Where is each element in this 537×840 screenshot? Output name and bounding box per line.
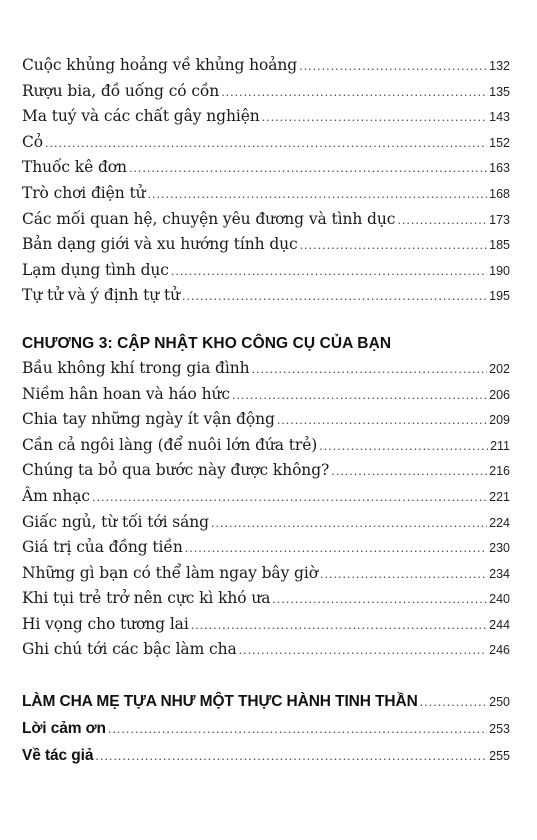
toc-entry-title: Ma tuý và các chất gây nghiện [22,107,260,126]
toc-entry-title: Về tác giả [22,747,94,765]
chapter-3-heading: CHƯƠNG 3: CẬP NHẬT KHO CÔNG CỤ CỦA BẠN [22,334,392,352]
toc-entry [22,513,510,539]
toc-entry [22,615,510,641]
toc-entry-title: Tự tử và ý định tự tử [22,286,181,305]
toc-entry-page: 244 [489,617,510,632]
toc-entry-page: 135 [489,84,510,99]
toc-entry-page: 240 [489,592,510,607]
toc-entry [22,436,510,462]
toc-entry [22,487,510,513]
toc-entry-page: 216 [489,464,510,479]
toc-entry-title: Bản dạng giới và xu hướng tính dục [22,235,298,254]
toc-entry-title: Lạm dụng tình dục [22,260,169,279]
toc-entry-title: Chia tay những ngày ít vận động [22,410,275,429]
toc-section-part-one [22,56,510,312]
dot-leader [92,491,487,504]
toc-entry-page: 190 [489,263,510,278]
toc-entry [22,461,510,487]
dot-leader [272,593,487,606]
toc-entry [22,410,510,436]
toc-entry-page: 206 [489,387,510,402]
toc-entry-title: Cuộc khủng hoảng về khủng hoảng [22,56,298,74]
dot-leader [320,568,487,581]
toc-entry [22,538,510,564]
toc-entry [22,133,510,159]
toc-entry-page: 195 [489,289,510,304]
toc-entry-page: 250 [489,695,510,710]
dot-leader [277,414,487,427]
toc-entry-title: Giấc ngủ, từ tối tới sáng [22,512,209,531]
dot-leader [262,111,487,124]
toc-entry-page: 168 [489,186,510,201]
toc-section-chapter-3 [22,359,510,666]
toc-entry-title: Lời cảm ơn [22,720,106,738]
toc-entry-title: Niềm hân hoan và háo hức [22,384,230,403]
toc-entry-bold [22,720,510,747]
table-of-contents [22,56,510,774]
toc-entry [22,261,510,287]
toc-entry-title: Giá trị của đồng tiền [22,538,183,557]
toc-entry-page: 173 [489,212,510,227]
toc-entry-page: 132 [489,59,510,73]
toc-entry-page: 209 [489,413,510,428]
toc-entry [22,235,510,261]
dot-leader [319,440,488,453]
dot-leader [397,214,487,227]
dot-leader [331,465,487,478]
toc-entry-page: 143 [489,110,510,125]
toc-entry-page: 211 [490,438,510,453]
toc-entry [22,56,510,82]
toc-entry-page: 230 [489,541,510,556]
toc-entry-title: Ghi chú tới các bậc làm cha [22,640,237,659]
toc-entry [22,385,510,411]
toc-entry-page: 152 [489,135,510,150]
dot-leader [232,389,487,402]
toc-entry-title: Hi vọng cho tương lai [22,614,189,633]
dot-leader [182,290,487,303]
toc-entry-page: 224 [489,515,510,530]
toc-entry-title: Âm nhạc [22,486,91,505]
toc-entry [22,107,510,133]
toc-entry-page: 234 [489,566,510,581]
toc-entry-bold [22,693,510,720]
toc-entry-page: 253 [489,722,510,737]
dot-leader [239,644,488,657]
toc-entry-page: 163 [489,161,510,176]
toc-entry-title: Những gì bạn có thể làm ngay bây giờ [22,563,318,582]
toc-entry-page: 246 [489,643,510,658]
toc-entry-page: 185 [489,238,510,253]
toc-entry-title: Thuốc kê đơn [22,158,127,177]
toc-section-back-matter [22,693,510,774]
toc-entry [22,359,510,385]
toc-entry-title: LÀM CHA MẸ TỰA NHƯ MỘT THỰC HÀNH TINH THẦN [22,693,418,711]
toc-entry-title: Rượu bia, đồ uống có cồn [22,81,220,100]
toc-entry [22,210,510,236]
toc-entry-title: Trò chơi điện tử [22,183,146,202]
dot-leader [129,162,487,175]
toc-entry-bold [22,747,510,774]
dot-leader [147,188,487,201]
toc-entry-page: 221 [489,489,510,504]
dot-leader [108,723,487,736]
toc-entry [22,564,510,590]
dot-leader [300,239,488,252]
toc-entry [22,158,510,184]
toc-entry-title: Chúng ta bỏ qua bước này được không? [22,461,330,480]
dot-leader [171,265,487,278]
toc-entry [22,640,510,666]
toc-entry [22,184,510,210]
dot-leader [45,137,487,150]
dot-leader [95,750,487,763]
dot-leader [211,517,487,530]
dot-leader [185,542,487,555]
toc-entry-title: Bầu không khí trong gia đình [22,358,250,377]
toc-entry [22,589,510,615]
section-spacer [22,666,510,693]
dot-leader [252,363,488,376]
toc-entry-title: Cỏ [22,132,43,151]
dot-leader [221,86,487,99]
toc-entry [22,82,510,108]
toc-entry-page: 255 [489,749,510,764]
toc-entry-title: Khi tụi trẻ trở nên cực kì khó ưa [22,589,271,608]
dot-leader [299,60,487,73]
dot-leader [191,619,487,632]
toc-entry-title: Các mối quan hệ, chuyện yêu đương và tình dục [22,209,396,228]
toc-entry-page: 202 [489,361,510,376]
toc-entry-title: Cần cả ngôi làng (để nuôi lớn đứa trẻ) [22,435,318,454]
dot-leader [420,696,487,709]
toc-entry [22,286,510,312]
